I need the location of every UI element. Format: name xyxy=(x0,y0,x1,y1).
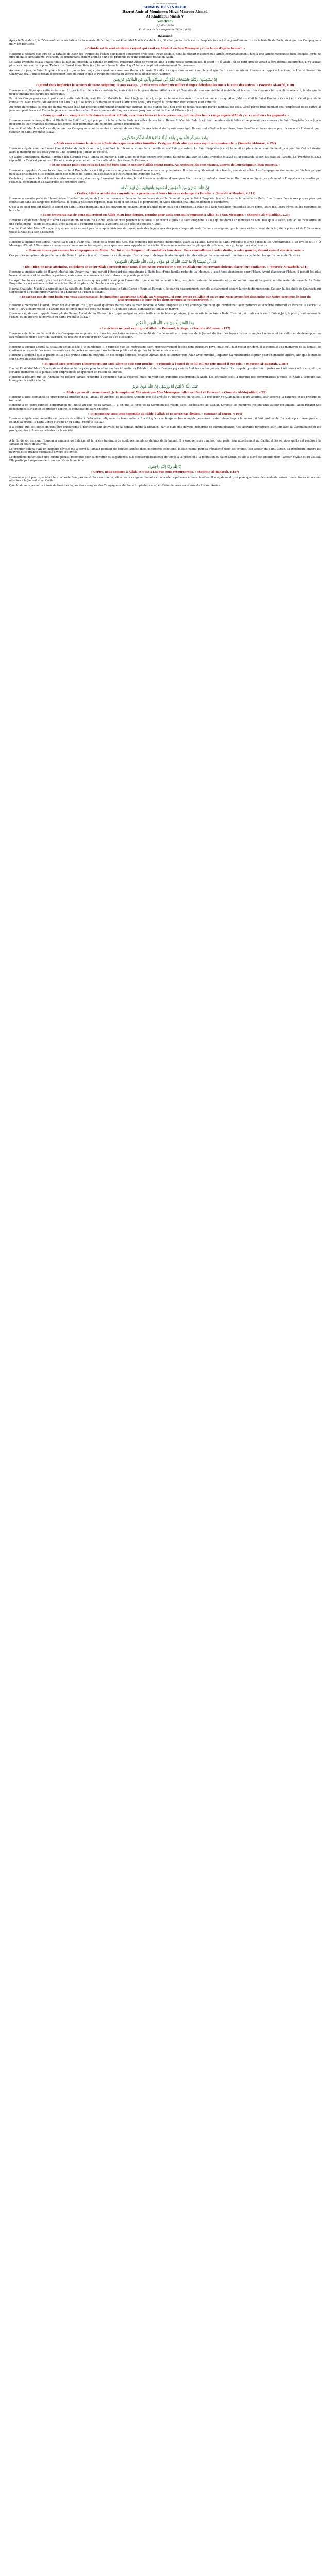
body-paragraph: À la fin de son sermon, Houzour a annoncé qu'il dirigerait la prière funéraire de quelques membres défunts de la Jamaat. Il a évoqué leurs qualités, leur piété, leur attachement au Califat et les services qu'ils ont rendus à la Jamaat au cours de leur vie. xyxy=(9,439,321,446)
body-paragraph: Parmi les Compagnons ayant participé à cette bataille figurait Hazrat Mu'adh bin Amr bin Jamuh (r.a.), un jeune homme des Ansar. Il avait entendu dire qu'Abou Jahl insultait le Saint Prophète (s.a.w.) et il s'était juré de le combattre. Avec Hazrat Mu'awwidh bin Afra (r.a.), il se lança à l'attaque et réussit à atteindre Abou Jahl malgré la protection dont celui-ci était entouré. xyxy=(9,97,321,104)
quran-quote: « Certes, nous sommes à Allah, et c'est à Lui que nous retournerons. » (Sourate Al-Baqarah, v.157) xyxy=(91,471,239,474)
quran-quote: « Et quand Mes serviteurs t'interrogent sur Moi, alors Je suis tout proche : Je réponds à l'appel de celui qui Me prie quand il Me prie. » (Sourate Al-Baqarah, v.187) xyxy=(42,362,288,366)
sermon-body xyxy=(9,39,321,487)
body-paragraph: Houzour a également rappelé l'exemple de Hazrat Abdullah bin Mas'oud (r.a.), qui, malgré sa petite taille et sa faiblesse physique, joua un rôle important à Badr. C'est lui qui confirma la mort d'Abou Jahl, le plus grand ennemi de l'Islam, et en apporta la nouvelle au Saint Prophète (s.a.w.). xyxy=(9,312,321,319)
body-paragraph: Au lever du jour, le Saint Prophète (s.a.w.) organisa les rangs des musulmans avec une flèche à la main. Il veilla à ce que chacun soit à sa place et que l'ordre soit maintenu. Houzour a rapporté l'incident de Hazrat Sawad bin Ghaziyyah (r.a.), qui se tenait légèrement hors du rang et que le Prophète toucha au ventre de sa flèche pour l'aligner. xyxy=(9,69,321,76)
body-paragraph: Houzour a mentionné Hazrat Umair bin Al-Humam (r.a.), qui avait quelques dattes dans la main lorsque le Saint Prophète (s.a.w.) annonça que celui qui combattrait avec patience et sincérité entrerait au Paradis. Il s'écria : « Quoi ! Il n'y a entre moi et le Paradis que le temps que ces gens me tuent ? » Il jeta les dattes, combattit et tomba en martyr. xyxy=(9,304,321,311)
body-paragraph: Houzour a ensuite parlé de Hazrat Mus'ab bin Umair (r.a.), qui portait l'étendard des musulmans à Badr. Issu d'une famille riche de La Mecque, il avait tout abandonné pour l'Islam. Avant d'accepter l'Islam, il portait les plus beaux vêtements et les meilleurs parfums, mais après sa conversion il vécut dans une grande pauvreté. xyxy=(9,270,321,277)
body-paragraph: Hazrat Khalifatul Masih V a également demandé de prier pour la situation des Ahmadis au Pakistan et dans d'autres pays où ils font face à des persécutions. Il a rappelé que des lois injustes sont utilisées contre eux, et que certains membres de la Jamaat sont emprisonnés uniquement en raison de leur foi. xyxy=(9,367,321,374)
body-paragraph: Un autre Compagnon, Hazrat Harithah bin Suraqah (r.a.), tomba en martyr à Badr alors qu'il était encore très jeune. Sa mère vint voir le Saint Prophète (s.a.w.) et lui demanda si son fils était au Paradis. Le Prophète (s.a.w.) répondit : « Ce n'est pas un seul Paradis, mais plusieurs, et ton fils a atteint le plus élevé, le Firdaus. » xyxy=(9,156,321,162)
quran-quote: « Allah vous a donné la victoire à Badr alors que vous étiez humiliés. Craignez Allah afin que vous soyez reconnaissants. » (Sourate Al-Imran, v.124) xyxy=(54,142,276,146)
quran-quote: « Et accrochez-vous tous ensemble au câble d'Allah et ne soyez pas divisés. » (Sourate Al-Imran, v.104) xyxy=(88,412,242,416)
body-paragraph: Hazrat Khalifatul Masih V a souligné que ces Compagnons ont démontré un niveau de sacrifice, de sincérité et de loyauté sans égal. Ils ont tout offert — leurs biens, leurs familles et leurs vies — pour la cause de l'Islam et pour l'amour du Saint Prophète (s.a.w.). xyxy=(9,127,321,134)
body-paragraph: Houzour a prié pour que Allah leur accorde Son pardon et Sa miséricorde, élève leurs rangs au Paradis et accorde la patience à leurs familles. Il a également prié pour que leurs descendants suivent leurs traces et restent attachés à la Jamaat et au Califat. xyxy=(9,476,321,483)
body-paragraph: Houzour a aussi demandé de prier pour la situation de la Jamaat en Algérie, où plusieurs Ahmadis ont été arrêtés et poursuivis en justice. Il a prié pour qu'Allah facilite leurs affaires, leur accorde la patience et les protège de tout mal. xyxy=(9,396,321,402)
body-paragraph: Lorsqu'il tomba en martyr plus tard à Ouhoud, on ne trouva qu'un petit linceul pour l'ensevelir : quand on lui couvrait la tête, ses pieds restaient découverts, et quand on lui couvrait les pieds, sa tête restait découverte. Le Saint Prophète (s.a.w.) ordonna de lui couvrir la tête et de placer de l'herbe sur ses pieds. xyxy=(9,279,321,286)
quran-quote: « Allah a prescrit : Assurément, Je triompherai, Moi ainsi que Mes Messagers. Allah est Fort et Puissant. » (Sourate Al-Mujadilah, v.22) xyxy=(63,391,267,394)
arabic-verse: إِذْ تَسْتَغِيثُونَ رَبَّكُمْ فَاسْتَجَابَ لَكُمْ أَنِّي مُمِدُّكُم بِأَلْفٍ مِّنَ الْمَلَائِكَةِ مُرْدِفِينَ xyxy=(113,78,217,82)
body-paragraph: Houzour a expliqué que cette victoire ne fut pas le fruit de la force matérielle, mais celui de la grâce divine. Allah a envoyé Son aide de manière visible et invisible, et le cœur des croyants fut rempli de sérénité, tandis que la peur s'empara des cœurs des mécréants. xyxy=(9,89,321,96)
document-title: SERMON DE VENDREDI xyxy=(143,6,187,9)
quran-quote: « Tu ne trouveras pas de gens qui croient en Allah et au Jour dernier, prendre pour amis ceux qui s'opposent à Allah et à Son Messager. » (Sourate Al-Mujadilah, v.23) xyxy=(40,214,290,217)
body-paragraph: Au cours du combat, le bras de Hazrat Mu'adh (r.a.) fut presque entièrement tranché par Ikrimah, le fils d'Abou Jahl. Son bras ne tenait plus que par un lambeau de peau. Gêné par ce bras pendant qui l'empêchait de se battre, il posa son pied dessus et l'arracha pour continuer le combat. Il vécut encore de longues années, jusqu'au califat de Hazrat Othman (r.a.). xyxy=(9,106,321,112)
quran-quote: « Ceux qui ont cru, émigré et lutté dans le sentier d'Allah, avec leurs biens et leurs personnes, ont les plus hauts rangs auprès d'Allah ; et ce sont eux les gagnants. » xyxy=(41,114,289,117)
mosque-subline: Al Khalifatul Masih V xyxy=(146,15,184,19)
quran-quote: « Celui-là est le seul véritable croyant qui croit en Allah et en Son Messager ; et en la vie d'après la mort. » xyxy=(85,47,245,51)
body-paragraph: Houzour a déclaré que le récit de ces Compagnons se poursuivra dans les prochains sermons, Incha-Allah. Il a demandé aux membres de la Jamaat de tirer des leçons de ces exemples lumineux et de s'efforcer de développer en eux-mêmes le même esprit de sacrifice, de loyauté et d'amour pour Allah et Son Messager. xyxy=(9,332,321,339)
imam-line: Vendredi xyxy=(157,20,173,23)
body-paragraph: Houzour a également évoqué Hazrat Ukkashah bin Mihsan (r.a.), dont l'épée se brisa pendant la bataille. Il se rendit auprès du Saint Prophète (s.a.w.) qui lui donna un morceau de bois. Dès qu'il le saisit, celui-ci se transforma en une épée longue, solide et brillante, avec laquelle il combattit jusqu'à la victoire. Cette épée fut appelée Al-Aun. xyxy=(9,218,321,226)
quran-quote: « Et sachez que de tout butin que vous avez ramassé, le cinquième appartient à Allah, au Messager... si vous croyez en Allah et en ce que Nous avons fait descendre sur Notre serviteur, le jour du Discernement : le jour où les deux groupes se rencontrèrent. » xyxy=(19,295,311,302)
arabic-verse: قُل لَّن يُصِيبَنَا إِلَّا مَا كَتَبَ اللَّهُ لَنَا هُوَ مَوْلَانَا وَعَلَى اللَّهِ فَلْيَتَوَكَّلِ الْمُؤْمِنُونَ xyxy=(113,259,217,264)
quran-quote: « Quand vous imploriez le secours de votre Seigneur, Il vous exauça : Je vais vous aider d'un millier d'anges déferlant les uns à la suite des autres. » (Sourate Al-Anfal, v.10) xyxy=(36,84,294,88)
body-paragraph: Ces paroles remplirent de joie le cœur du Saint Prophète (s.a.w.). Houzour a expliqué que c'est cet esprit de loyauté absolue qui a fait de cette petite communauté une force capable de changer le cours de l'histoire. xyxy=(9,254,302,258)
arabic-verse: إِنَّا لِلَّهِ وَإِنَّا إِلَيْهِ رَاجِعُونَ xyxy=(148,465,182,469)
date-line: 3 Juillet 2020 xyxy=(156,24,174,27)
arabic-verse: إِنَّ اللَّهَ اشْتَرَىٰ مِنَ الْمُؤْمِنِينَ أَنفُسَهُمْ وَأَمْوَالَهُم بِأَنَّ لَهُمُ الْجَنَّةَ xyxy=(121,186,209,191)
arabic-verse: وَلَقَدْ نَصَرَكُمُ اللَّهُ بِبَدْرٍ وَأَنتُمْ أَذِلَّةٌ فَاتَّقُوا اللَّهَ لَعَلَّكُمْ تَشْكُرُونَ xyxy=(122,136,208,141)
place-line: En direct de la mosquée de Tilford (UK) xyxy=(139,28,191,31)
source-line: (à lire et/ou à méditer) xyxy=(153,2,177,5)
body-paragraph: Houzour a ensuite parlé de Hazrat Abou Ubaidah bin al-Jarrah (r.a.), surnommé « l'homme de confiance de cette Oummah » par le Saint Prophète (s.a.w.). Lors de la bataille de Badr, il se trouva face à son propre père qui combattait dans les rangs des mécréants. Il l'évita à plusieurs reprises, mais celui-ci continua à le poursuivre, et Abou Ubaidah (r.a.) dut finalement le combattre. xyxy=(9,197,321,204)
body-paragraph: Houzour a ensuite abordé la situation actuelle liée à la pandémie. Il a rappelé que les restrictions sont progressivement levées dans plusieurs pays, mais qu'il faut rester prudent. Il a conseillé aux membres de la Jamaat de continuer à respecter les mesures sanitaires, de porter un masque dans les lieux publics et de garder la distance nécessaire. xyxy=(9,346,321,352)
document-page xyxy=(9,0,321,487)
section-divider xyxy=(9,237,321,238)
body-paragraph: Houzour a souligné que la prière est la plus grande arme du croyant. En ces temps difficiles, chaque Ahmadi doit se tourner vers Allah avec humilité, implorer Sa miséricorde et prier pour l'humanité entière, afin que le monde soit délivré de cette épidémie. xyxy=(9,354,321,361)
body-paragraph: Hazrat Khalifatul Masih V a ajouté que ces récits ne sont pas de simples histoires du passé, mais des leçons vivantes pour chaque Ahmadi. Ils nous enseignent que la vraie victoire vient de la foi, de la prière et de l'obéissance totale à Allah et à Son Messager. xyxy=(9,227,321,234)
body-paragraph: Certains prisonniers furent libérés contre une rançon ; d'autres, qui savaient lire et écrire, furent libérés à condition d'enseigner l'écriture à dix enfants musulmans. Houzour a souligné que cela montre l'importance accordée par l'Islam à l'éducation et au savoir dès ses premiers jours. xyxy=(9,177,321,184)
body-paragraph: Houzour a également mentionné Hazrat Qatadah bin Nu'man (r.a.), dont l'œil fut blessé au cours de la bataille et sortit de son orbite. Le Saint Prophète (s.a.w.) le remit en place de sa main bénie et pria pour lui. Cet œil devint alors le meilleur de ses deux yeux et il ne souffrit plus jamais de ce côté. xyxy=(9,147,321,154)
section-divider xyxy=(9,342,321,343)
arabic-verse: كَتَبَ اللَّهُ لَأَغْلِبَنَّ أَنَا وَرُسُلِي إِنَّ اللَّهَ قَوِيٌّ عَزِيزٌ xyxy=(131,384,198,389)
body-paragraph: Houzour a en outre rappelé l'importance de l'unité au sein de la Jamaat. Il a dit que la force de la Communauté réside dans l'obéissance au Califat. Lorsque les membres restent unis autour du Khalifa, Allah répand Ses bénédictions sur eux et les protège contre les complots de leurs ennemis. xyxy=(9,404,321,411)
body-paragraph: Houzour a déclaré que lors de la bataille de Badr, les troupes de l'Islam comptaient seulement trois cent treize soldats, dont la plupart n'étaient pas armés convenablement, face à une armée mecquoise bien équipée, forte de près de mille combattants. Pourtant, les musulmans étaient animés d'une foi profonde et d'une confiance totale en Allah. xyxy=(9,52,321,59)
quran-quote: « Nous ne dirons pas comme les compagnons de Moïse : Va, toi et ton Seigneur, et combattez tous deux. Nous combattrons à votre droite, à votre gauche, devant vous et derrière vous. » xyxy=(26,249,304,252)
body-paragraph: Houzour a déclaré que les Ahmadis ne doivent jamais répondre à l'injustice par la violence, mais doivent s'en remettre entièrement à Allah. Les épreuves sont la marque des communautés divines, et Allah a toujours fait triompher la vérité à la fin. xyxy=(9,376,321,382)
body-paragraph: Houzour a rappelé qu'après la victoire, le Saint Prophète (s.a.w.) fit preuve d'une grande bienveillance envers les prisonniers. Il ordonna qu'ils soient bien traités, nourris et vêtus. Les Compagnons donnaient parfois leur propre pain aux prisonniers et se contentaient eux-mêmes de dattes, en obéissance à l'instruction du Prophète (s.a.w.). xyxy=(9,169,321,176)
body-paragraph: Que Allah nous permette à tous de tirer des leçons des exemples des Compagnons du Saint Prophète (s.a.w.) et d'être de vrais serviteurs de l'Islam. Amine. xyxy=(9,484,221,487)
body-paragraph: Le premier défunt était un membre dévoué qui a servi la Jamaat pendant de longues années dans différentes fonctions. Il était connu pour sa régularité dans les prières, son amour du Saint Coran, sa générosité envers les pauvres et sa grande hospitalité envers les invités. xyxy=(9,447,321,454)
body-paragraph: Houzour a également conseillé aux parents de veiller à l'éducation religieuse de leurs enfants. Il a dit qu'en ces temps où beaucoup de personnes restent davantage à la maison, il faut profiter de l'occasion pour enseigner aux enfants la prière, le Saint Coran et l'amour du Saint Prophète (s.a.w.). xyxy=(9,417,321,424)
body-paragraph: Le Saint Prophète (s.a.w.) passa toute la nuit qui précéda la bataille en prières, implorant Allah de venir en aide à cette petite communauté. Il disait : « Ô Allah ! Si ce petit groupe venait à être détruit aujourd'hui, il n'y aurait plus personne sur terre pour T'adorer. » Hazrat Abou Bakr (r.a.) le consola en lui disant qu'Allah accomplirait certainement Sa promesse. xyxy=(9,60,321,67)
quran-quote: « Certes, Allah a acheté des croyants leurs personnes et leurs biens en échange du Paradis. » (Sourate At-Tawbah, v.111) xyxy=(74,192,256,196)
body-paragraph: Hazrat Khalifatul Masih V a rappelé que la bataille de Badr a été appelée dans le Saint Coran « Yaum al-Furqan », le jour du discernement, car elle a clairement séparé la vérité du mensonge. Ce jour-là, les chefs de Qouraich qui s'opposaient à l'Islam furent vaincus, et l'honneur de l'Islam fut établi. xyxy=(9,287,321,294)
body-paragraph: Il a ajouté que les jeunes doivent être encouragés à participer aux activités de la Jamaat, même à distance, par le biais des moyens modernes de communication. Ces activités renforcent leur lien avec la Communauté et les protègent des influences néfastes de la société. xyxy=(9,426,321,432)
body-paragraph: Houzour a ensuite évoqué Hazrat Khallad bin Rafi' (r.a.), qui prit part à la bataille de Badr aux côtés de son frère Hazrat Rifa'ah bin Rafi' (r.a.). Leur monture était faible et ne pouvait pas avancer ; le Saint Prophète (s.a.w.) pria pour eux et leur chameau retrouva des forces, leur permettant de rejoindre l'armée musulmane. xyxy=(9,119,321,126)
body-paragraph: Houzour a ensuite mentionné Hazrat Sa'd bin Mu'adh (r.a.), chef de la tribu des Aws, qui prononça des paroles mémorables avant la bataille. Lorsque le Saint Prophète (s.a.w.) consulta les Compagnons, il se leva et dit : « Ô Messager d'Allah ! Nous avons cru en vous et nous avons témoigné que ce que vous avez apporté est la vérité. Si vous nous ordonnez de plonger dans la mer, nous y plongerons avec vous. » xyxy=(9,241,321,247)
mosque-line: Hazrat Amir ul Momineen Mirza Masroor Ahmad xyxy=(122,10,208,14)
quran-quote: « La victoire ne peut venir que d'Allah, le Puissant, le Sage. » (Sourate Al-Imran, v.127) xyxy=(99,327,231,331)
quran-quote: « Dis : Rien ne nous atteindra, en dehors de ce qu'Allah a prescrit pour nous. Il est notre Protecteur. C'est en Allah que les croyants doivent placer leur confiance. » (Sourate At-Tawbah, v.51) xyxy=(22,265,308,269)
body-paragraph: Le deuxième défunt était une femme pieuse, reconnue pour sa dévotion et sa patience. Elle consacrait beaucoup de temps à la prière et à la récitation du Saint Coran, et elle a élevé ses enfants dans l'amour d'Allah et du Califat. Elle participait régulièrement aux sacrifices financiers. xyxy=(9,455,321,463)
body-paragraph: Après le Tashahhud, le Ta'awwudh et la récitation de la sourate Al-Fatiha, Hazrat Khalifatul Masih V a déclaré qu'il allait parler de la vie du Prophète (s.a.w.) et aujourd'hui encore de la bataille de Badr, ainsi que des Compagnons qui y ont participé. xyxy=(9,39,321,46)
section-label: Résumé xyxy=(157,34,173,38)
body-paragraph: C'est à ce sujet que fut révélé le verset du Saint Coran indiquant que les croyants ne peuvent avoir d'amitié pour ceux qui s'opposent à Allah et à Son Messager, fussent-ils leurs pères, leurs fils, leurs frères ou les membres de leur clan. xyxy=(9,206,321,212)
quran-quote: « Et ne pensez point que ceux qui ont été tués dans le sentier d'Allah soient morts. Au contraire, ils sont vivants, auprès de leur Seigneur, bien pourvus. » xyxy=(49,164,281,167)
arabic-verse: وَمَا النَّصْرُ إِلَّا مِنْ عِندِ اللَّهِ الْعَزِيزِ الْحَكِيمِ xyxy=(136,321,194,326)
